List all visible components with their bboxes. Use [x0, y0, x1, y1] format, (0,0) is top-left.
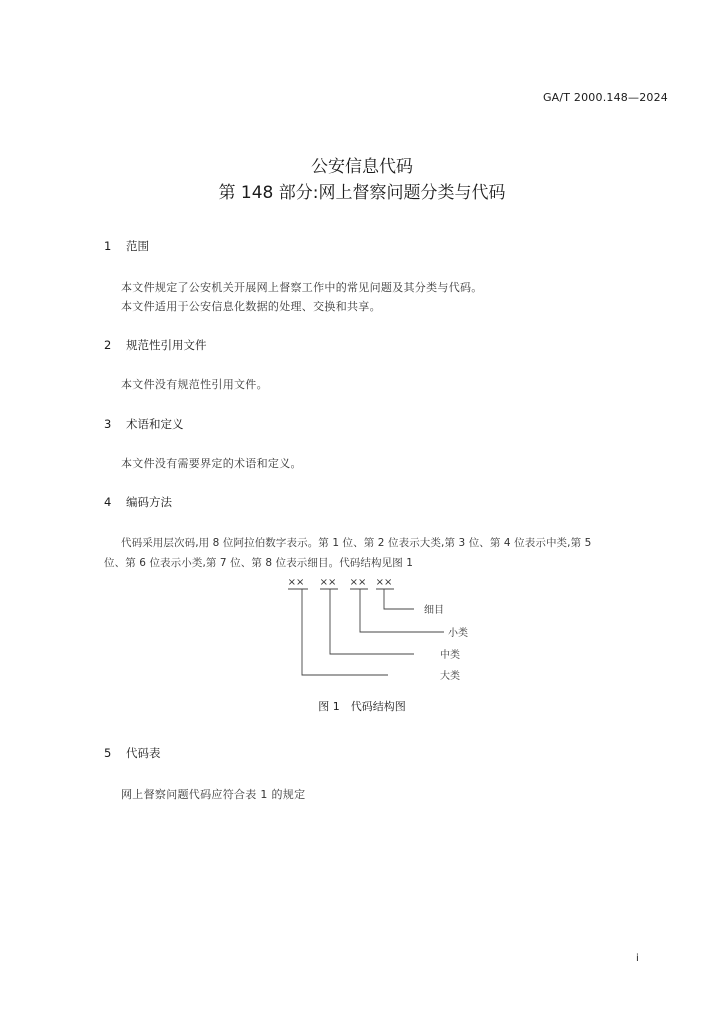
label-ximu: 细目 [424, 605, 444, 616]
code-structure-diagram [280, 570, 480, 688]
label-xiaolei: 小类 [448, 628, 468, 639]
code-segment-1: ×× [287, 577, 305, 588]
section-title: 编码方法 [126, 495, 172, 509]
code-segment-4: ×× [375, 577, 393, 588]
document-title-line1: 公安信息代码 [311, 157, 413, 177]
section-2-paragraph-1: 本文件没有规范性引用文件。 [121, 378, 268, 391]
connector-zhonglei [330, 589, 414, 654]
page-number: i [636, 953, 639, 964]
figure-caption: 图 1 代码结构图 [318, 700, 406, 713]
code-segment-2: ×× [319, 577, 337, 588]
section-title: 范围 [126, 239, 149, 253]
section-title: 术语和定义 [126, 417, 184, 431]
document-number: GA/T 2000.148—2024 [542, 91, 668, 104]
label-zhonglei: 中类 [440, 650, 460, 661]
section-title: 代码表 [126, 746, 161, 760]
section-1-heading [104, 238, 149, 254]
section-3-heading [104, 416, 184, 432]
section-4-heading [104, 494, 172, 510]
section-3-paragraph-1: 本文件没有需要界定的术语和定义。 [121, 457, 302, 470]
connector-ximu [384, 589, 414, 609]
section-number: 5 [104, 746, 112, 760]
section-number: 3 [104, 417, 112, 431]
section-5-paragraph-1: 网上督察问题代码应符合表 1 的规定 [121, 788, 306, 801]
section-2-heading [104, 337, 207, 353]
section-title: 规范性引用文件 [126, 338, 207, 352]
section-1-paragraph-1: 本文件规定了公安机关开展网上督察工作中的常见问题及其分类与代码。 [121, 281, 483, 294]
section-number: 1 [104, 239, 112, 253]
section-number: 4 [104, 495, 112, 509]
section-4-paragraph-2: 位、第 6 位表示小类,第 7 位、第 8 位表示细目。代码结构见图 1 [104, 557, 414, 569]
section-4-paragraph-1: 代码采用层次码,用 8 位阿拉伯数字表示。第 1 位、第 2 位表示大类,第 3 位、第 4 位表示中类,第 5 [121, 537, 592, 549]
section-number: 2 [104, 338, 112, 352]
document-title-line2: 第 148 部分:网上督察问题分类与代码 [218, 183, 506, 203]
section-1-paragraph-2: 本文件适用于公安信息化数据的处理、交换和共享。 [121, 300, 381, 313]
label-dalei: 大类 [440, 671, 460, 682]
code-segment-3: ×× [349, 577, 367, 588]
section-5-heading [104, 745, 161, 761]
